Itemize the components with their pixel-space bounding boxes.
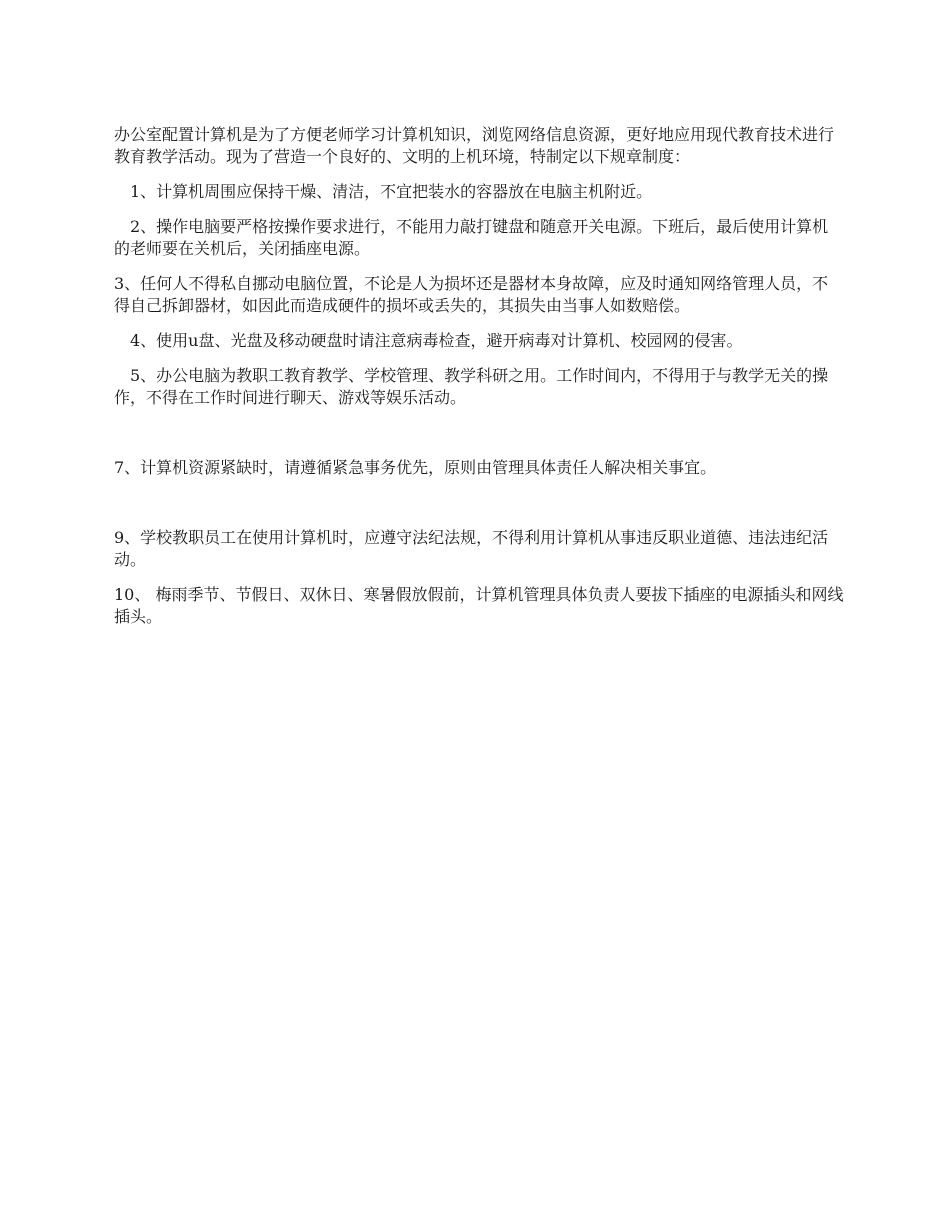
rule-9: 9、学校教职员工在使用计算机时，应遵守法纪法规，不得利用计算机从事违反职业道德、违法违纪活动。 xyxy=(114,528,829,569)
rule-7: 7、计算机资源紧缺时，请遵循紧急事务优先，原则由管理具体责任人解决相关事宜。 xyxy=(114,458,717,477)
blank-gap xyxy=(114,422,844,457)
rule-4: 4、使用u盘、光盘及移动硬盘时请注意病毒检查，避开病毒对计算机、校园网的侵害。 xyxy=(130,331,743,350)
rule-2: 2、操作电脑要严格按操作要求进行，不能用力敲打键盘和随意开关电源。下班后，最后使用计算机的老师要在关机后，关闭插座电源。 xyxy=(114,217,829,258)
rule-1: 1、计算机周围应保持干燥、清洁，不宜把装水的容器放在电脑主机附近。 xyxy=(130,182,653,201)
rule-3: 3、任何人不得私自挪动电脑位置，不论是人为损坏还是器材本身故障，应及时通知网络管理人员，不得自己拆卸器材，如因此而造成硬件的损坏或丢失的，其损失由当事人如数赔偿。 xyxy=(114,274,829,315)
rule-10: 10、 梅雨季节、节假日、双休日、寒暑假放假前，计算机管理具体负责人要拔下插座的电源插头和网线插头。 xyxy=(114,585,844,626)
blank-gap xyxy=(114,492,844,527)
rule-5: 5、办公电脑为教职工教育教学、学校管理、教学科研之用。工作时间内，不得用于与教学无关的操作，不得在工作时间进行聊天、游戏等娱乐活动。 xyxy=(114,366,829,407)
document-body xyxy=(114,124,844,641)
intro-paragraph: 办公室配置计算机是为了方便老师学习计算机知识，浏览网络信息资源，更好地应用现代教育技术进行教育教学活动。现为了营造一个良好的、文明的上机环境，特制定以下规章制度： xyxy=(114,125,835,166)
